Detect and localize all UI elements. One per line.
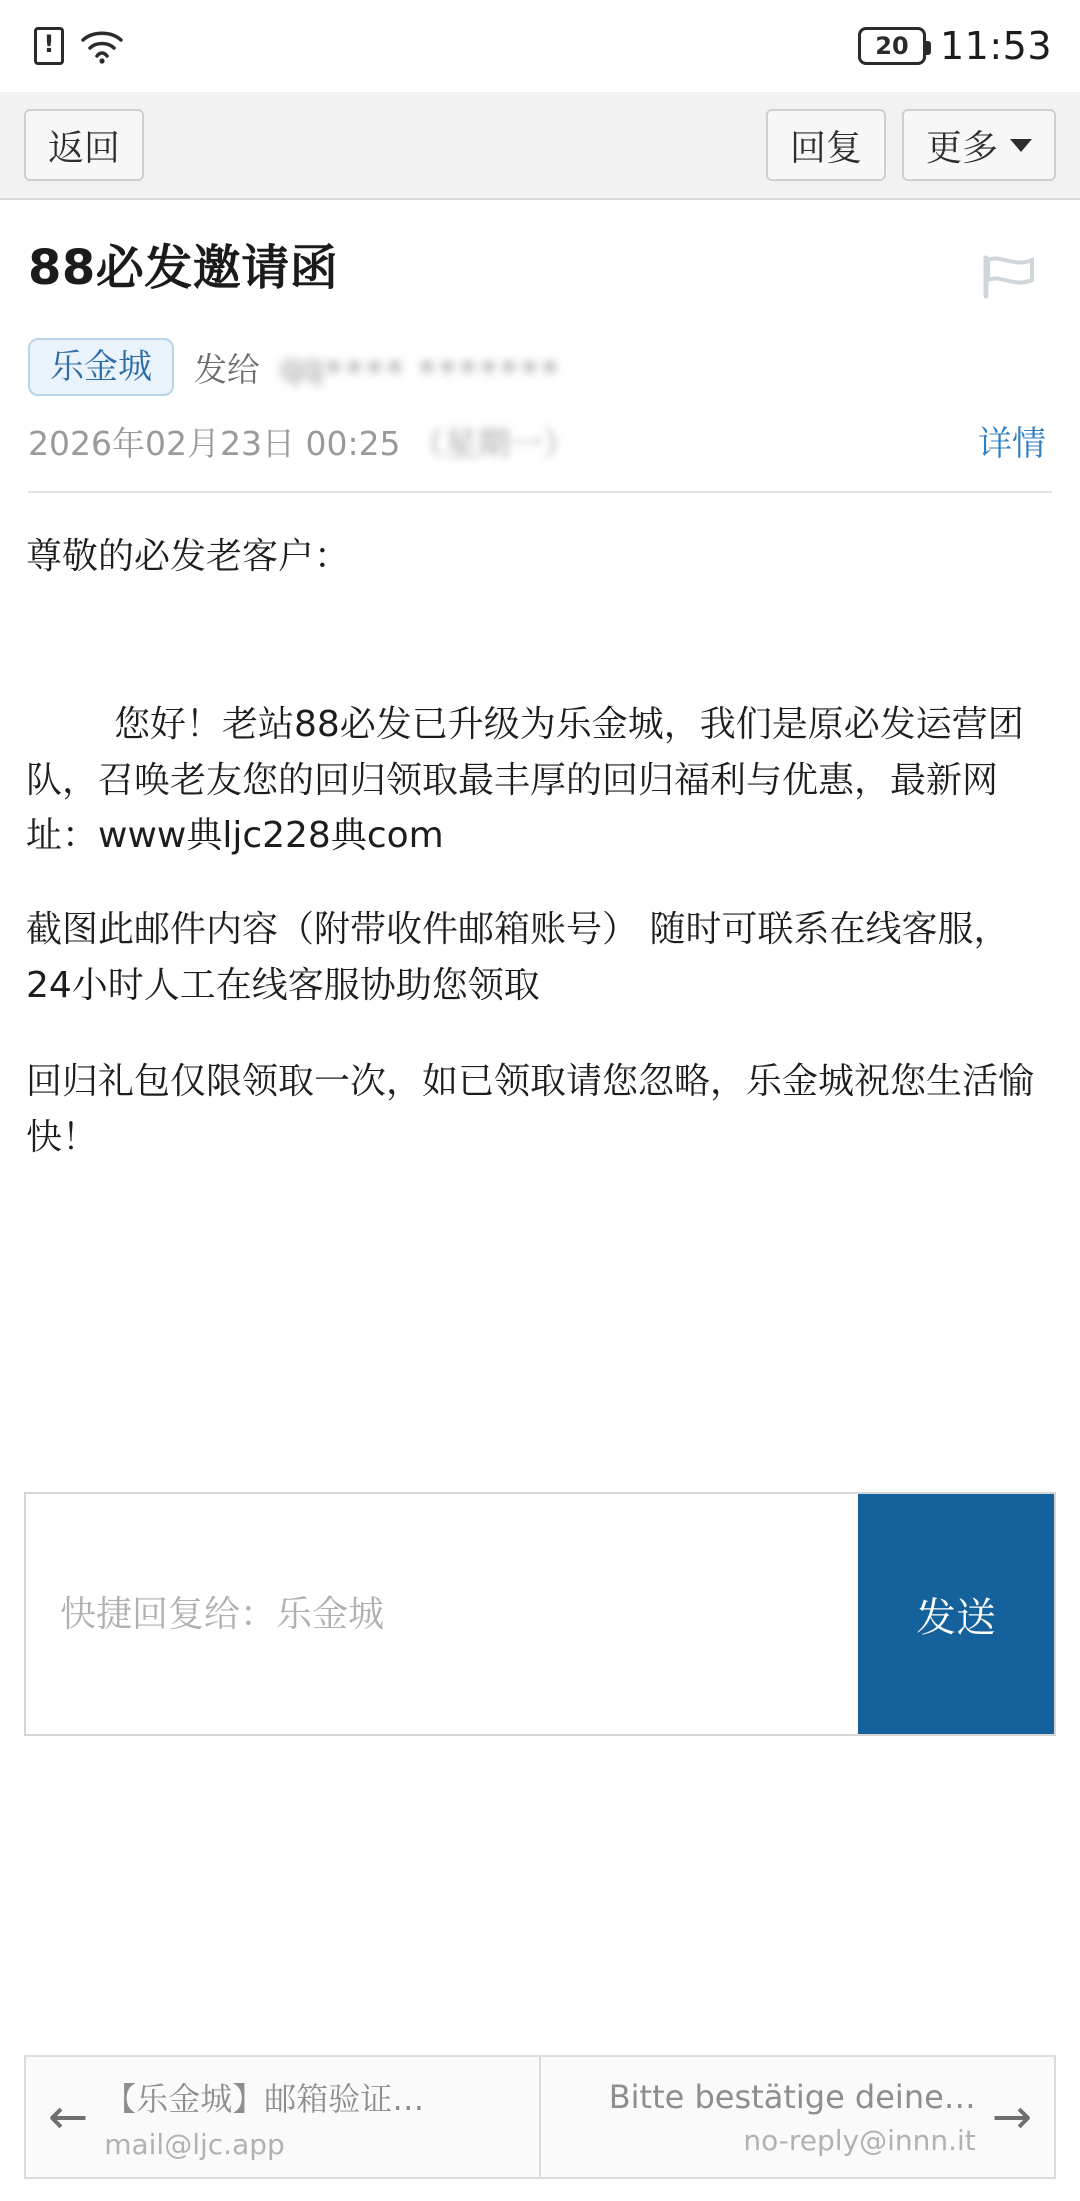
recipient-address: qq•••• ••••••• [280, 347, 561, 387]
mail-date-value: 2026年02月23日 00:25 [28, 424, 401, 463]
arrow-left-icon: ← [48, 2089, 89, 2145]
wifi-icon [80, 27, 124, 65]
previous-mail-text [104, 2074, 424, 2161]
body-paragraph-3: 回归礼包仅限领取一次，如已领取请您忽略，乐金城祝您生活愉快！ [26, 1060, 1035, 1158]
arrow-right-icon: → [991, 2089, 1032, 2145]
next-mail-sender: no-reply@innn.it [743, 2123, 976, 2157]
page-title: 88必发邀请函 [28, 240, 339, 296]
quick-reply-input[interactable] [26, 1494, 858, 1734]
reply-button[interactable] [766, 109, 886, 181]
previous-mail-title: 【乐金城】邮箱验证… [104, 2079, 425, 2118]
mail-body [0, 493, 1080, 1165]
mail-pager [24, 2055, 1056, 2179]
battery-level: 20 [875, 32, 909, 60]
reply-button-label: 回复 [789, 127, 862, 169]
status-clock: 11:53 [939, 24, 1052, 68]
sim-alert-icon [34, 27, 64, 65]
more-button-label: 更多 [925, 127, 998, 169]
next-mail-text [609, 2078, 976, 2157]
body-spacer [26, 585, 1054, 697]
body-paragraph-2: 截图此邮件内容（附带收件邮箱账号） 随时可联系在线客服，24小时人工在线客服协助您领取 [26, 909, 1010, 1006]
mail-toolbar [0, 92, 1080, 200]
body-greeting: 尊敬的必发老客户： [26, 536, 351, 577]
subject-row [28, 240, 1052, 304]
sender-chip[interactable]: 乐金城 [28, 338, 174, 396]
previous-mail-button[interactable] [26, 2057, 539, 2177]
sent-to-label: 发给 [194, 349, 260, 389]
next-mail-button[interactable] [541, 2057, 1054, 2177]
next-mail-title: Bitte bestätige deine… [608, 2077, 976, 2116]
quick-reply-bar [24, 1492, 1056, 1736]
send-button[interactable]: 发送 [858, 1494, 1054, 1734]
chevron-down-icon [1010, 139, 1032, 152]
detail-link[interactable]: 详情 [978, 424, 1046, 464]
mail-date [28, 418, 576, 465]
date-row [28, 416, 1052, 465]
toolbar-actions [766, 109, 1056, 181]
body-paragraph-1: 您好！老站88必发已升级为乐金城，我们是原必发运营团队，召唤老友您的回归领取最丰厚的回归福利与优惠，最新网址：www典ljc228典com [26, 703, 1024, 857]
battery-indicator [858, 27, 926, 65]
status-bar-right [858, 24, 1052, 68]
back-button[interactable] [24, 109, 144, 181]
flag-icon[interactable] [980, 252, 1038, 304]
mail-header [0, 200, 1080, 465]
previous-mail-sender: mail@ljc.app [104, 2127, 285, 2161]
sender-row [28, 338, 1052, 396]
back-button-label: 返回 [48, 127, 121, 169]
status-bar-left [34, 27, 124, 65]
more-button[interactable] [902, 109, 1056, 181]
status-bar [0, 0, 1080, 92]
mail-date-weekday: （星期一） [411, 424, 577, 463]
